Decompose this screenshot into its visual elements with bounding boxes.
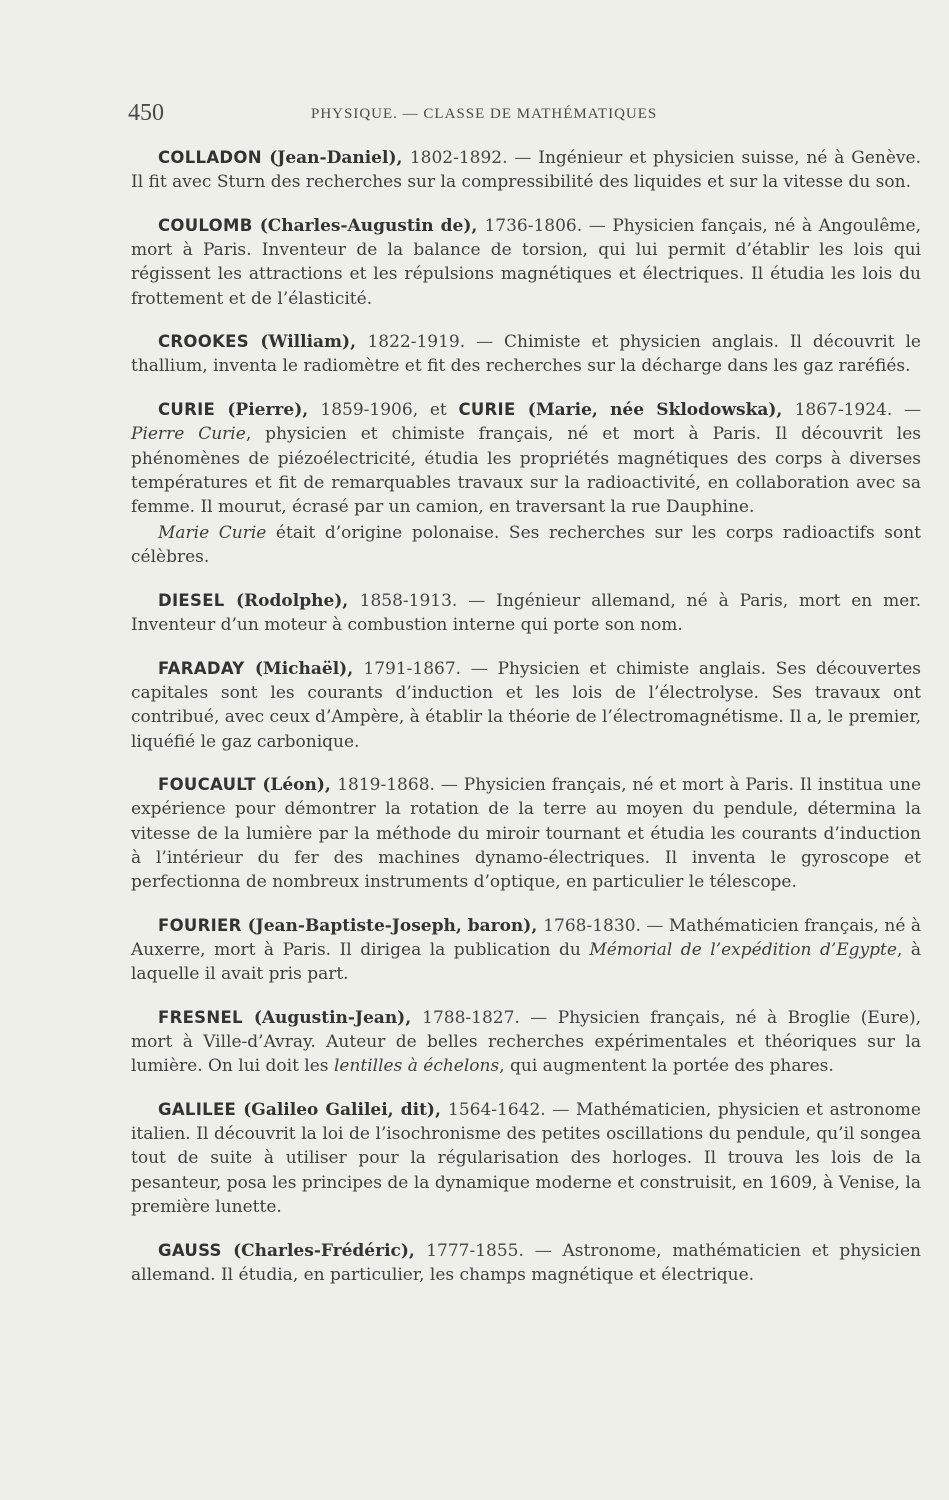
entry-name: CROOKES <box>158 332 249 352</box>
entry-galilee <box>131 1098 921 1219</box>
entry-text: Ingénieur allemand, né à Paris, mort en mer. Inventeur d’un moteur à combustion interne qui porte son nom. <box>131 591 922 636</box>
entry-name: FARADAY <box>158 658 245 678</box>
entry-text: Physicien fançais, né à Angoulême, mort à Paris. Inventeur de la balance de torsion, qui lui permit d’établir les lois qui régissent les attractions et les répulsions magnétiques et électriques. Il étudia les lois du frottement et de l’élasticité. <box>131 215 922 309</box>
entry-dates: 1564-1642. <box>448 1100 546 1120</box>
entry-dates: 1768-1830. <box>543 915 641 936</box>
entry-dash: — <box>545 1100 576 1120</box>
entry-name: DIESEL <box>158 591 225 611</box>
entry-dates: 1858-1913. <box>359 591 458 612</box>
entry-dates: 1791-1867. <box>363 658 462 679</box>
entry-name: GAUSS <box>158 1240 222 1260</box>
entry-text: était d’origine polonaise. Ses recherches sur les corps radioactifs sont célèbres. <box>131 523 921 568</box>
entry-dates: 1819-1868. <box>337 775 435 796</box>
entry-dates: 1788-1827. <box>422 1007 520 1028</box>
page-header <box>128 100 918 130</box>
entry-text-after: , qui augmentent la portée des phares. <box>499 1056 834 1077</box>
entry-dash: — <box>457 591 497 612</box>
entry-name: GALILEE <box>158 1100 237 1119</box>
entry-dates-second: 1867-1924. <box>794 400 893 421</box>
entry-diesel <box>131 589 921 637</box>
entry-italic-lead: Marie Curie <box>158 523 267 544</box>
entry-italic-lead: Pierre Curie <box>131 424 246 445</box>
entry-name-second: CURIE <box>458 400 516 420</box>
entry-given-names: (Jean-Baptiste-Joseph, baron), <box>241 915 544 936</box>
entry-name: COULOMB <box>158 215 253 235</box>
entry-dash: — <box>519 1007 558 1028</box>
entry-text-after: , à laquelle il avait pris part. <box>131 939 921 985</box>
entry-text: Physicien français, né à Broglie (Eure), mort à Ville-d’Avray. Auteur de belles recherches expérimentales et théoriques sur la lumière. On lui doit les <box>131 1007 922 1077</box>
entry-given-names: (Pierre), <box>215 400 321 421</box>
entry-curie <box>131 398 921 519</box>
entry-crookes <box>131 330 921 378</box>
entry-dates: 1802-1892. <box>409 148 508 168</box>
entry-marie-curie <box>131 521 921 569</box>
entry-dates: 1777-1855. <box>426 1240 524 1261</box>
entry-faraday <box>131 657 921 754</box>
entry-text: Ingénieur et physicien suisse, né à Genève. Il fit avec Sturn des recherches sur la compressibilité des liquides et sur la vitesse du son. <box>131 148 921 193</box>
entry-given-names: (Rodolphe), <box>224 591 360 612</box>
entry-text: Mathématicien, physicien et astronome italien. Il découvrit la loi de l’isochronisme des petites oscillations du pendule, qu’il songea tout de suite à utiliser pour la régularisation des horloges. Il trouva les lois de la pesanteur, posa les principes de la dynamique moderne et construisit, en 1609, à Venise, la première lunette. <box>131 1100 921 1217</box>
page-number: 450 <box>128 100 164 126</box>
entry-dash: — <box>434 775 464 796</box>
entry-fresnel <box>131 1006 921 1079</box>
entry-given-names: (Michaël), <box>244 658 364 679</box>
entry-name: CURIE <box>158 400 216 420</box>
entry-dash: — <box>465 332 504 353</box>
entry-text: Chimiste et physicien anglais. Il découvrit le thallium, inventa le radiomètre et fit des recherches sur la décharge dans les gaz raréfiés. <box>131 332 921 377</box>
entry-text: Astronome, mathématicien et physicien allemand. Il étudia, en particulier, les champs magnétique et électrique. <box>131 1240 921 1285</box>
entry-dash: — <box>582 215 613 236</box>
entry-given-names: (Charles-Augustin de), <box>252 215 485 236</box>
entry-given-names: (William), <box>248 332 368 353</box>
entry-given-names: (Galileo Galilei, dit), <box>236 1100 449 1120</box>
entry-dash: — <box>523 1240 563 1261</box>
entry-name: FOURIER <box>158 915 242 935</box>
running-title: PHYSIQUE. — CLASSE DE MATHÉMATIQUES <box>311 106 658 122</box>
entry-foucault <box>131 773 921 894</box>
entry-text: , physicien et chimiste français, né et mort à Paris. Il découvrit les phénomènes de piézoélectricité, étudia les propriétés magnétiques des corps à diverses températures et fit de remarquables travaux sur la radioactivité, en collaboration avec sa femme. Il mourut, écrasé par un camion, en traversant la rue Dauphine. <box>131 424 922 517</box>
entry-italic-term: lentilles à échelons <box>333 1056 500 1077</box>
entry-dash: — <box>507 148 539 168</box>
entry-dash: — <box>461 658 498 679</box>
entry-text: Physicien et chimiste anglais. Ses découvertes capitales sont les courants d’induction et les lois de l’électrolyse. Ses travaux ont contribué, avec ceux d’Ampère, à établir la théorie de l’électromagnétisme. Il a, le premier, liquéfié le gaz carbonique. <box>131 658 921 752</box>
entry-dash: — <box>892 400 921 421</box>
entry-text: Mathématicien français, né à Auxerre, mort à Paris. Il dirigea la publication du <box>131 915 921 960</box>
entry-name: FOUCAULT <box>158 775 256 795</box>
biography-list <box>131 146 921 1306</box>
entry-colladon <box>131 146 921 194</box>
entry-dates: 1822-1919. <box>367 332 466 353</box>
entry-dash: — <box>640 915 669 936</box>
entry-conjunction: , et <box>412 400 459 421</box>
entry-given-names: (Jean-Daniel), <box>261 148 410 168</box>
entry-given-names: (Augustin-Jean), <box>242 1007 423 1028</box>
entry-given-names-second: (Marie, née Sklodowska), <box>515 400 795 421</box>
entry-dates: 1736-1806. <box>484 215 583 236</box>
entry-coulomb <box>131 214 921 311</box>
entry-name: COLLADON <box>158 148 262 167</box>
entry-gauss <box>131 1239 921 1287</box>
entry-given-names: (Léon), <box>255 775 338 796</box>
entry-given-names: (Charles-Frédéric), <box>221 1240 427 1261</box>
entry-name: FRESNEL <box>158 1007 243 1027</box>
entry-text: Physicien français, né et mort à Paris. Il institua une expérience pour démontrer la rotation de la terre au moyen du pendule, détermina la vitesse de la lumière par la méthode du miroir tournant et étudia les courants d’induction à l’intérieur du fer des machines dynamo-électriques. Il inventa le gyroscope et perfectionna de nombreux instruments d’optique, en particulier le télescope. <box>131 775 922 893</box>
entry-fourier <box>131 914 921 987</box>
entry-italic-title: Mémorial de l’expédition d’Egypte <box>589 939 897 960</box>
entry-dates: 1859-1906 <box>320 400 413 421</box>
